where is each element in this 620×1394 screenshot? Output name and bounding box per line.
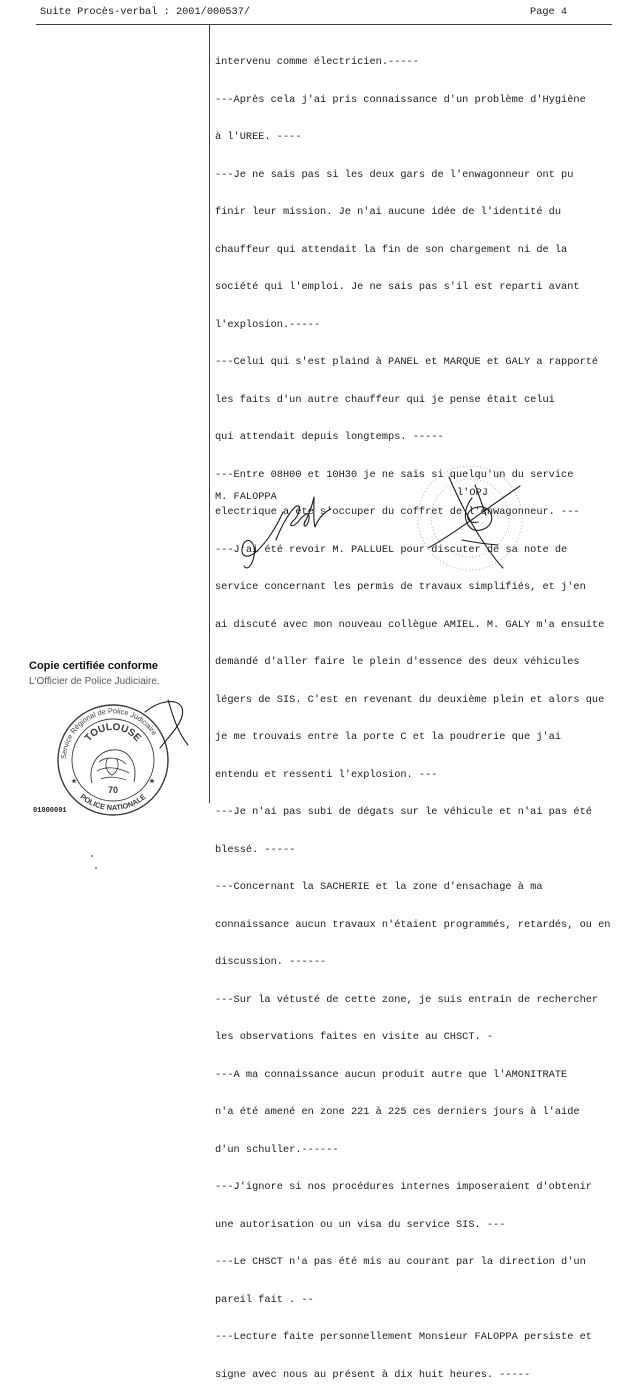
statement-line: ---Concernant la SACHERIE et la zone d'ensachage à ma xyxy=(215,881,543,893)
statement-line: ---Entre 08H00 et 10H30 je ne sais si quelqu'un du service xyxy=(215,468,574,481)
statement-line: discussion. ------ xyxy=(215,956,327,968)
statement-line: n'a été amené en zone 221 à 225 ces derniers jours à l'aide xyxy=(215,1106,580,1118)
statement-line: d'un schuller.------ xyxy=(215,1143,339,1156)
statement-line: à l'UREE. ---- xyxy=(215,131,302,143)
statement-line: ---Je ne sais pas si les deux gars de l'enwagonneur ont pu xyxy=(215,168,574,181)
statement-line: ---J'ignore si nos procédures internes imposeraient d'obtenir xyxy=(215,1181,592,1193)
statement-line: ai discuté avec mon nouveau collègue AMIEL. M. GALY m'a ensuite xyxy=(215,618,605,631)
seal-city-path: TOULOUSE xyxy=(83,721,143,744)
statement-line: ---Le CHSCT n'a pas été mis au courant par la direction d'un xyxy=(215,1256,586,1268)
statement-line: les faits d'un autre chauffeur qui je pense était celui xyxy=(215,393,555,406)
header-rule xyxy=(36,24,612,25)
emblem-stroke xyxy=(101,777,126,780)
statement-line: demandé d'aller faire le plein d'essence des deux véhicules xyxy=(215,656,580,668)
statement-line: les observations faites en visite au CHSCT. - xyxy=(215,1031,494,1043)
statement-line: ---J'ai été revoir M. PALLUEL pour discuter de sa note de xyxy=(215,543,568,556)
seal-outer-text-path: Service Régional de Police Judiciaire xyxy=(59,706,159,760)
statement-line: electrique a été s'occuper du coffret de l'enwagonneur. --- xyxy=(215,506,580,518)
star-icon xyxy=(149,778,155,783)
seal-number: 70 xyxy=(107,785,119,795)
statement-line: ---Après cela j'ai pris connaissance d'un problème d'Hygiène xyxy=(215,93,586,106)
seal-outer-ring xyxy=(58,705,168,815)
statement-line: blessé. ----- xyxy=(215,843,296,856)
seal-bottom-text xyxy=(79,792,148,812)
statement-line: l'explosion.----- xyxy=(215,318,321,331)
statement-line: société qui l'emploi. Je ne sais pas s'il est reparti avant xyxy=(215,281,580,293)
statement-line: service concernant les permis de travaux simplifiés, et j'en xyxy=(215,581,586,593)
statement-line: une autorisation ou un visa du service SIS. --- xyxy=(215,1218,506,1231)
emblem-stroke xyxy=(106,758,118,775)
police-seal xyxy=(58,700,188,815)
statement-line: je me trouvais entre la porte C et la poudrerie que j'ai xyxy=(215,731,562,743)
declarant-signature-label: M. FALOPPA xyxy=(215,491,277,503)
statement-line: ---Je n'ai pas subi de dégats sur le véhicule et n'ai pas été xyxy=(215,806,592,818)
report-header-title: Suite Procès-verbal : 2001/000537/ xyxy=(40,6,251,18)
ink-speck xyxy=(95,867,97,869)
certified-copy-title: Copie certifiée conforme xyxy=(29,660,158,672)
statement-line: ---Lecture faite personnellement Monsieur FALOPPA persiste et xyxy=(215,1331,592,1343)
statement-body xyxy=(215,31,610,1394)
statement-line: qui attendait depuis longtemps. ----- xyxy=(215,431,444,443)
seal-city xyxy=(83,722,143,744)
statement-line: signe avec nous au présent à dix huit heures. ----- xyxy=(215,1368,531,1381)
statement-line: ---Celui qui s'est plaind à PANEL et MARQUE et GALY a rapporté xyxy=(215,356,599,368)
statement-line: chauffeur qui attendait la fin de son chargement ni de la xyxy=(215,243,568,256)
emblem-stroke xyxy=(91,750,135,783)
page-number: Page 4 xyxy=(530,6,568,18)
statement-line: finir leur mission. Je n'ai aucune idée de l'identité du xyxy=(215,206,562,218)
statement-line: intervenu comme électricien.----- xyxy=(215,56,419,68)
emblem-stroke xyxy=(99,758,126,764)
statement-line: légers de SIS. C'est en revenant du deuxième plein et alors que xyxy=(215,693,605,706)
officer-signature-label: l'OPJ xyxy=(457,487,488,499)
statement-line: entendu et ressenti l'explosion. --- xyxy=(215,768,438,781)
signature-stroke xyxy=(168,700,188,745)
signature-stroke xyxy=(145,702,183,748)
ink-speck xyxy=(91,855,93,857)
statement-line: pareil fait . -- xyxy=(215,1293,314,1306)
margin-column-divider xyxy=(209,24,210,803)
seal-outer-text xyxy=(59,706,159,759)
seal-inner-ring xyxy=(72,719,154,801)
document-code: 01000091 xyxy=(33,807,67,815)
statement-line: ---A ma connaissance aucun produit autre que l'AMONITRATE xyxy=(215,1068,568,1081)
seal-emblem xyxy=(91,750,135,783)
seal-bottom-text-path: POLICE NATIONALE xyxy=(78,792,148,813)
star-icon xyxy=(71,778,77,783)
statement-line: ---Sur la vétusté de cette zone, je suis entrain de rechercher xyxy=(215,993,599,1006)
emblem-stroke xyxy=(97,768,129,773)
statement-line: connaissance aucun travaux n'étaient programmés, retardés, ou en xyxy=(215,918,611,931)
certifying-officer-label: L'Officier de Police Judiciaire. xyxy=(29,676,160,687)
